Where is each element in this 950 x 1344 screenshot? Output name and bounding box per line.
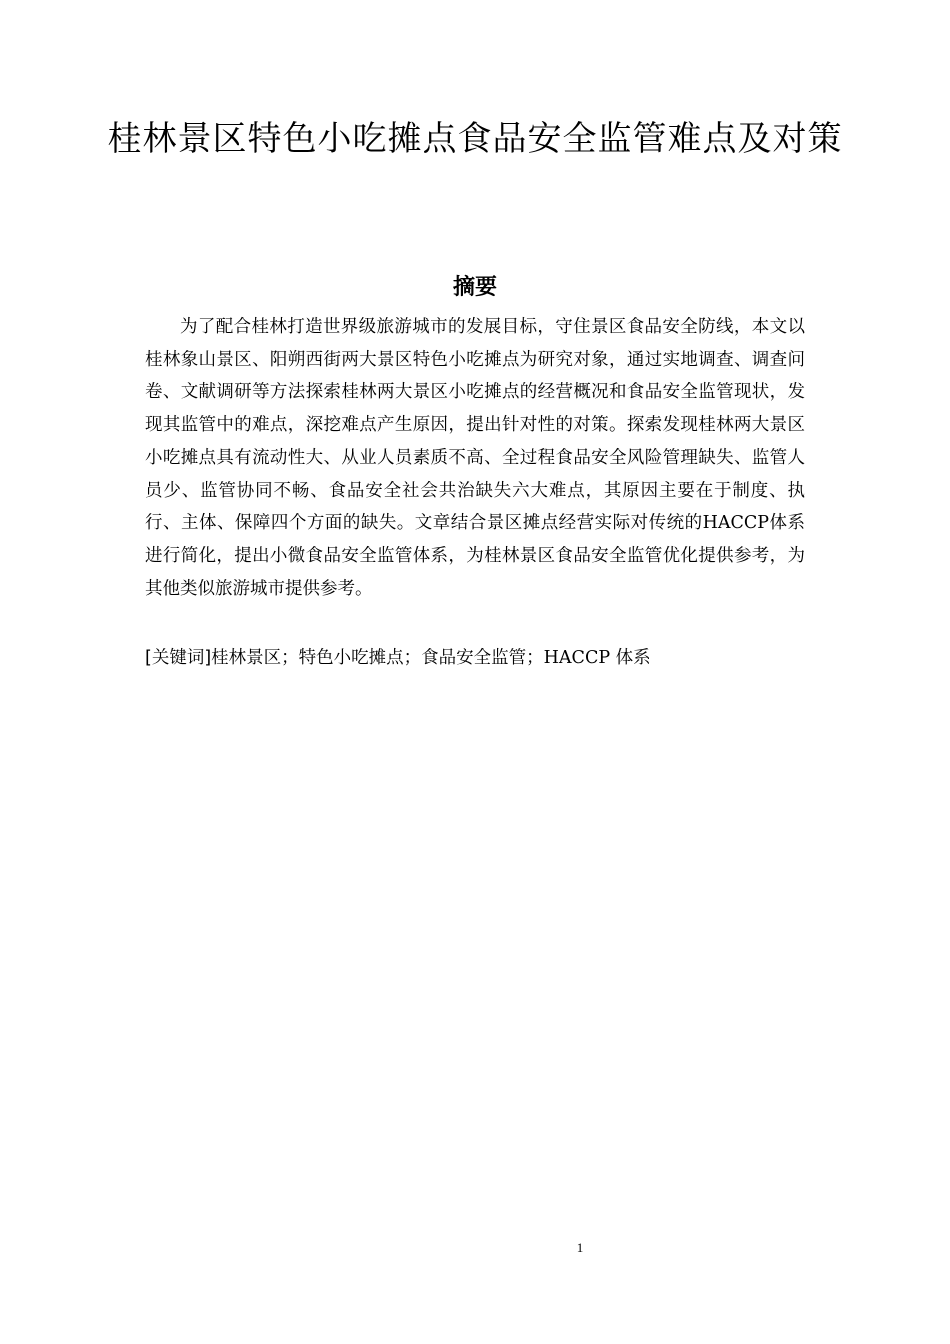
abstract-heading: 摘要 [452, 275, 497, 300]
keywords-line [145, 642, 805, 674]
page-number: 1 [576, 1240, 584, 1255]
keywords-label: [关键词] [145, 648, 212, 668]
keywords-text: 桂林景区；特色小吃摊点；食品安全监管；HACCP 体系 [211, 648, 651, 668]
document-title: 桂林景区特色小吃摊点食品安全监管难点及对策 [107, 119, 843, 159]
abstract-body: 为了配合桂林打造世界级旅游城市的发展目标，守住景区食品安全防线，本文以桂林象山景区、阳朔西街两大景区特色小吃摊点为研究对象，通过实地调查、调查问卷、文献调研等方法探索桂林两大景区小吃摊点的经营概况和食品安全监管现状，发现其监管中的难点，深挖难点产生原因，提出针对性的对策。探索发现桂林两大景区小吃摊点具有流动性大、从业人员素质不高、全过程食品安全风险管理缺失、监管人员少、监管协同不畅、食品安全社会共治缺失六大难点，其原因主要在于制度、执行、主体、保障四个方面的缺失。文章结合景区摊点经营实际对传统的HACCP体系进行简化，提出小微食品安全监管体系，为桂林景区食品安全监管优化提供参考，为其他类似旅游城市提供参考。 [145, 317, 805, 599]
